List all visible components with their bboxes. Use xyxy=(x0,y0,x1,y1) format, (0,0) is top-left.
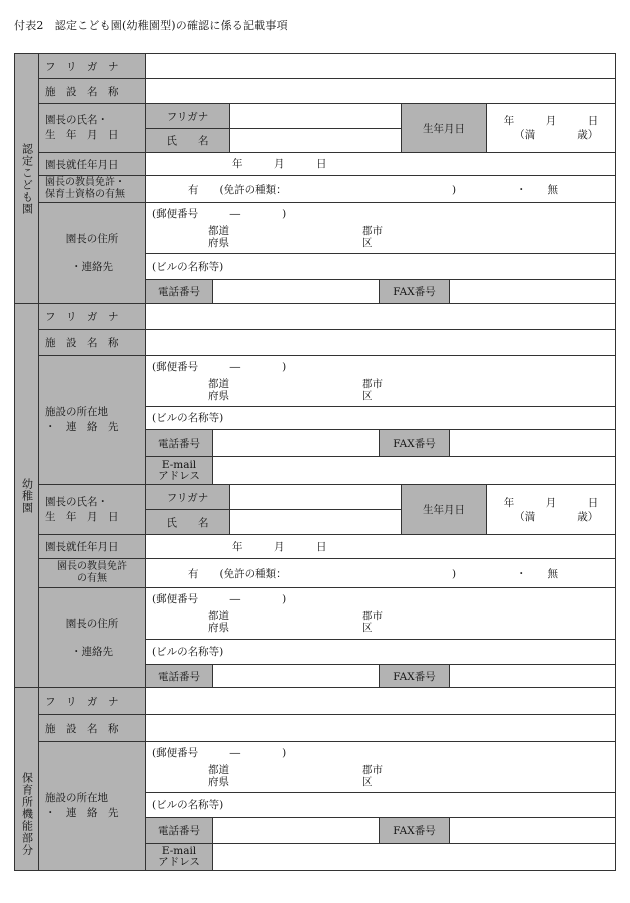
field-tel[interactable] xyxy=(212,279,380,304)
field-director-furigana[interactable] xyxy=(229,103,402,129)
postal-code-text: (郵便番号 ― ) xyxy=(152,747,287,759)
label-tel: 電話番号 xyxy=(145,429,213,457)
field-license[interactable] xyxy=(145,175,616,203)
field-facility-name[interactable] xyxy=(145,78,616,104)
label-fax: FAX番号 xyxy=(379,279,450,304)
prefecture-text: 都道 府県 xyxy=(208,225,229,249)
field-license-2[interactable] xyxy=(145,558,616,588)
field-birthdate[interactable]: 年 月 日 （満 歳） xyxy=(486,103,616,153)
field-building-2[interactable] xyxy=(145,406,616,430)
label-email: E-mail アドレス xyxy=(145,843,213,871)
label-director-address-2: 園長の住所 ・連絡先 xyxy=(38,587,146,688)
field-fax[interactable] xyxy=(449,429,616,457)
label-email: E-mail アドレス xyxy=(145,456,213,485)
field-building-3[interactable] xyxy=(145,792,616,818)
label-director-address: 園長の住所 ・連絡先 xyxy=(38,202,146,304)
section-label-hoiku: 保育所機能部分 xyxy=(14,687,39,871)
field-director-address-2[interactable] xyxy=(145,587,616,640)
field-fax[interactable] xyxy=(449,664,616,688)
field-director-address[interactable] xyxy=(145,202,616,254)
label-furigana-2: フ リ ガ ナ xyxy=(38,303,146,330)
building-text: (ビルの名称等) xyxy=(152,646,224,658)
label-furigana-3: フ リ ガ ナ xyxy=(38,687,146,715)
field-furigana-3[interactable] xyxy=(145,687,616,715)
label-birthdate: 生年月日 xyxy=(401,484,487,535)
license-close-paren: ) xyxy=(452,184,457,196)
label-fax: FAX番号 xyxy=(379,429,450,457)
label-shimei: 氏 名 xyxy=(145,128,230,153)
label-director-name-birth-2: 園長の氏名・ 生 年 月 日 xyxy=(38,484,146,535)
field-appointment-date[interactable] xyxy=(145,152,616,176)
field-facility-name-3[interactable] xyxy=(145,714,616,742)
field-email[interactable] xyxy=(212,456,616,485)
field-appointment-date-2[interactable] xyxy=(145,534,616,559)
city-text: 郡市 区 xyxy=(362,225,383,249)
field-facility-name-2[interactable] xyxy=(145,329,616,356)
field-furigana-2[interactable] xyxy=(145,303,616,330)
building-text: (ビルの名称等) xyxy=(152,261,224,273)
postal-code-text: (郵便番号 ― ) xyxy=(152,361,287,373)
label-tel: 電話番号 xyxy=(145,817,213,844)
prefecture-text: 都道 府県 xyxy=(208,378,229,402)
field-director-name-2[interactable] xyxy=(229,509,402,535)
field-location-3[interactable] xyxy=(145,741,616,793)
field-tel[interactable] xyxy=(212,664,380,688)
field-furigana[interactable] xyxy=(145,53,616,79)
building-text: (ビルの名称等) xyxy=(152,412,224,424)
label-furigana-small: フリガナ xyxy=(145,484,230,510)
field-location-2[interactable] xyxy=(145,355,616,407)
appointment-date-text: 年 月 日 xyxy=(232,158,327,170)
building-text: (ビルの名称等) xyxy=(152,799,224,811)
appointment-date-text: 年 月 日 xyxy=(232,541,327,553)
label-facility-name-2: 施 設 名 称 xyxy=(38,329,146,356)
label-tel: 電話番号 xyxy=(145,664,213,688)
field-tel[interactable] xyxy=(212,429,380,457)
label-furigana: フ リ ガ ナ xyxy=(38,53,146,79)
field-fax[interactable] xyxy=(449,817,616,844)
label-location-2: 施設の所在地 ・ 連 絡 先 xyxy=(38,355,146,485)
field-director-building-2[interactable] xyxy=(145,639,616,665)
license-no-text: ・ 無 xyxy=(516,184,558,196)
label-location-3: 施設の所在地 ・ 連 絡 先 xyxy=(38,741,146,871)
label-director-name-birth: 園長の氏名・ 生 年 月 日 xyxy=(38,103,146,153)
city-text: 郡市 区 xyxy=(362,378,383,402)
postal-code-text: (郵便番号 ― ) xyxy=(152,593,287,605)
city-text: 郡市 区 xyxy=(362,610,383,634)
label-shimei: 氏 名 xyxy=(145,509,230,535)
section-label-youchien: 幼稚園 xyxy=(14,303,39,688)
label-fax: FAX番号 xyxy=(379,817,450,844)
prefecture-text: 都道 府県 xyxy=(208,610,229,634)
city-text: 郡市 区 xyxy=(362,764,383,788)
field-director-building[interactable] xyxy=(145,253,616,280)
label-facility-name: 施 設 名 称 xyxy=(38,78,146,104)
field-birthdate-2[interactable]: 年 月 日 （満 歳） xyxy=(486,484,616,535)
prefecture-text: 都道 府県 xyxy=(208,764,229,788)
license-yes-text: 有 (免許の種類： xyxy=(188,184,287,196)
label-facility-name-3: 施 設 名 称 xyxy=(38,714,146,742)
label-license-2: 園長の教員免許 の有無 xyxy=(38,558,146,588)
label-license: 園長の教員免許・ 保育士資格の有無 xyxy=(38,175,146,203)
field-email[interactable] xyxy=(212,843,616,871)
field-fax[interactable] xyxy=(449,279,616,304)
field-director-name[interactable] xyxy=(229,128,402,153)
license-close-paren: ) xyxy=(452,568,457,580)
label-fax: FAX番号 xyxy=(379,664,450,688)
postal-code-text: (郵便番号 ― ) xyxy=(152,208,287,220)
label-appointment-date: 園長就任年月日 xyxy=(38,152,146,176)
label-furigana-small: フリガナ xyxy=(145,103,230,129)
field-director-furigana-2[interactable] xyxy=(229,484,402,510)
field-tel[interactable] xyxy=(212,817,380,844)
license-no-text: ・ 無 xyxy=(516,568,558,580)
license-yes-text: 有 (免許の種類： xyxy=(188,568,287,580)
label-appointment-date-2: 園長就任年月日 xyxy=(38,534,146,559)
section-label-nintei: 認定こども園 xyxy=(14,53,39,304)
label-tel: 電話番号 xyxy=(145,279,213,304)
page-title: 付表2 認定こども園(幼稚園型)の確認に係る記載事項 xyxy=(14,19,288,32)
label-birthdate: 生年月日 xyxy=(401,103,487,153)
